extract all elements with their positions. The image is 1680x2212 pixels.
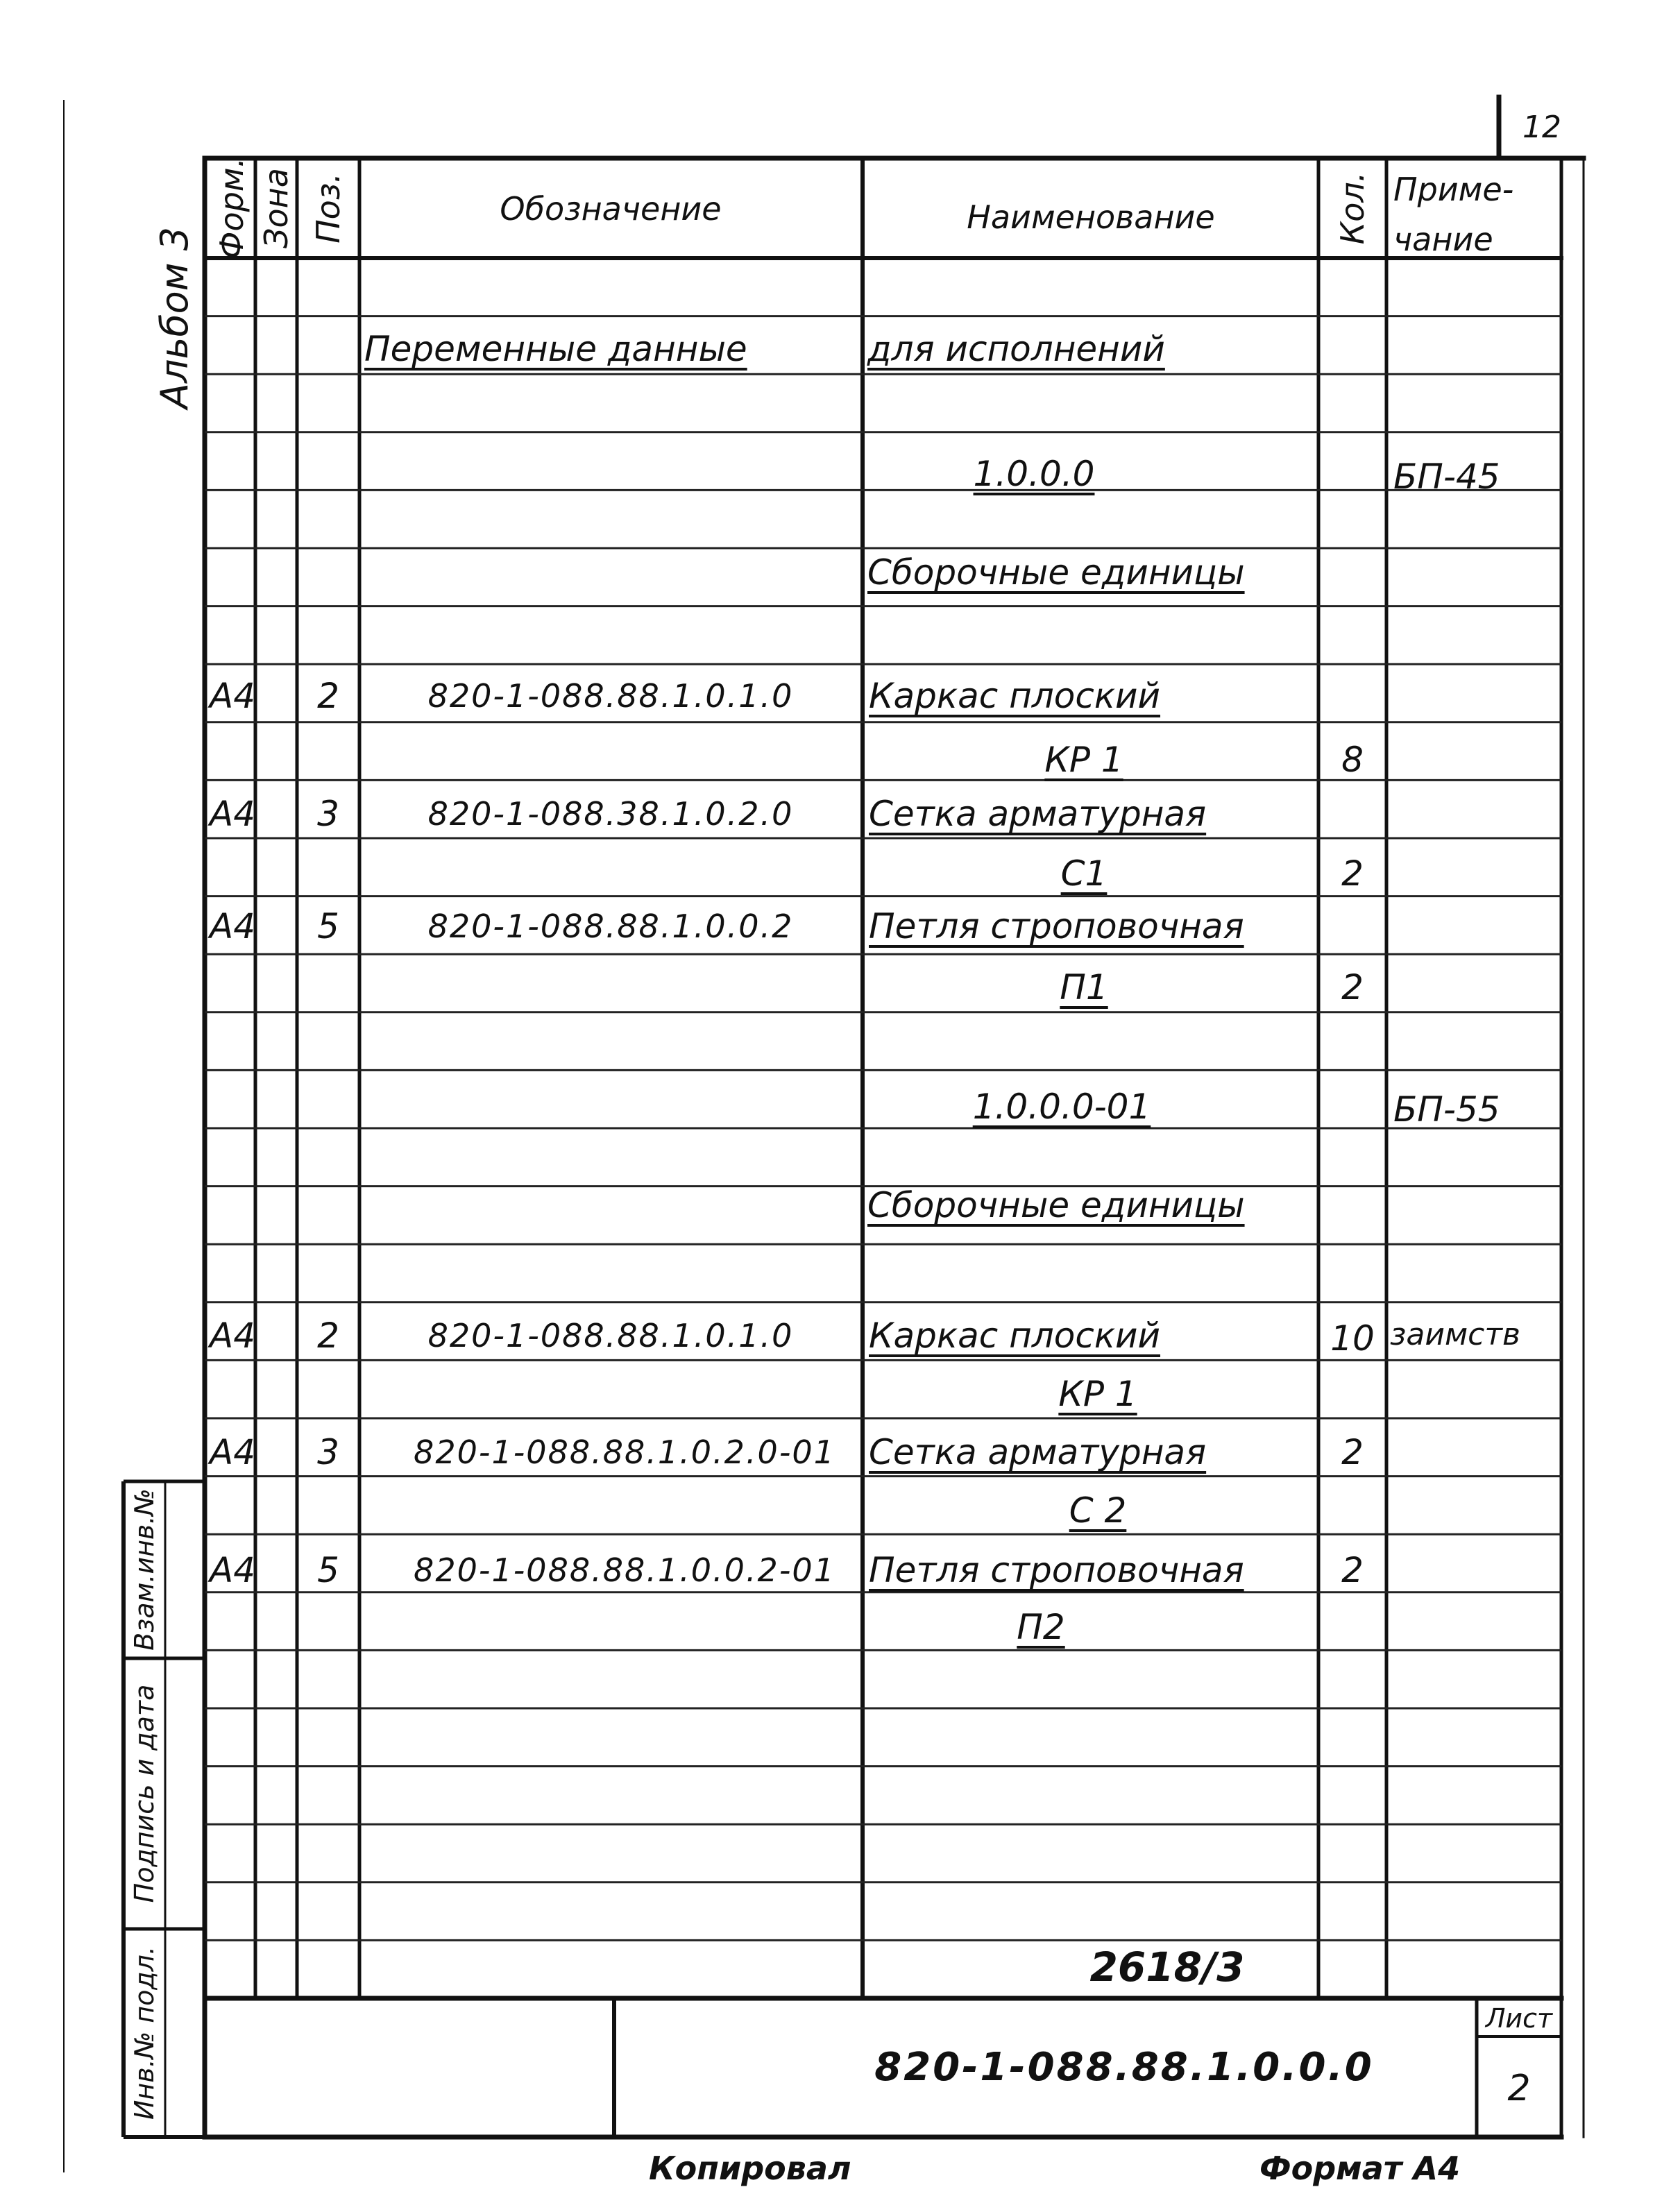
stamp-replacement-inventory: Взам.инв.№	[129, 1488, 160, 1651]
item-mark: С 2	[1069, 1490, 1127, 1531]
stamp-signature-date: Подпись и дата	[129, 1684, 160, 1903]
copied-label: Копировал	[649, 2150, 851, 2187]
item-name: Сетка арматурная	[869, 1432, 1207, 1472]
page-number: 12	[1522, 110, 1561, 145]
item-designation: 820-1-088.88.1.0.1.0	[427, 1317, 794, 1354]
item-form: А4	[210, 1550, 256, 1590]
item-note: заимств	[1390, 1317, 1520, 1352]
section-assembly-units: Сборочные единицы	[867, 1185, 1245, 1225]
variant-note: БП-55	[1393, 1089, 1500, 1130]
item-pos: 2	[317, 1316, 339, 1356]
header-designation: Обозначение	[500, 190, 722, 228]
item-name: Петля строповочная	[869, 1550, 1244, 1590]
item-name: Сетка арматурная	[869, 794, 1207, 834]
item-form: А4	[210, 1316, 256, 1356]
document-code: 820-1-088.88.1.0.0.0	[874, 2045, 1374, 2090]
variant-code: 1.0.0.0	[973, 454, 1095, 494]
item-name: Каркас плоский	[869, 676, 1161, 716]
item-designation: 820-1-088.88.1.0.0.2-01	[414, 1551, 835, 1589]
format-label: Формат А4	[1259, 2150, 1461, 2187]
item-qty: 2	[1341, 1432, 1364, 1472]
section-variable-data-left: Переменные данные	[364, 329, 747, 369]
item-qty: 2	[1341, 853, 1364, 894]
item-designation: 820-1-088.38.1.0.2.0	[427, 795, 794, 833]
item-mark: П1	[1060, 967, 1108, 1007]
header-qty: Кол.	[1334, 171, 1371, 245]
item-pos: 3	[317, 794, 339, 834]
section-assembly-units: Сборочные единицы	[867, 552, 1245, 593]
item-name: Каркас плоский	[869, 1316, 1161, 1356]
header-zone: Зона	[257, 168, 295, 248]
album-label: Альбом 3	[153, 227, 196, 409]
stamp-original-inventory: Инв.№ подл.	[129, 1946, 160, 2120]
item-pos: 3	[317, 1432, 339, 1472]
variant-note: БП-45	[1393, 457, 1500, 497]
header-note-line2: чание	[1393, 221, 1493, 258]
item-pos: 2	[317, 676, 339, 716]
section-variable-data-right: для исполнений	[867, 329, 1165, 369]
item-qty: 10	[1330, 1318, 1375, 1359]
item-form: А4	[210, 794, 256, 834]
item-designation: 820-1-088.88.1.0.1.0	[427, 677, 794, 715]
item-qty: 2	[1341, 1550, 1364, 1590]
item-form: А4	[210, 906, 256, 946]
item-pos: 5	[317, 906, 339, 946]
item-mark: П2	[1017, 1607, 1065, 1647]
inventory-number: 2618/3	[1089, 1943, 1245, 1991]
header-pos: Поз.	[309, 173, 347, 244]
item-pos: 5	[317, 1550, 339, 1590]
header-form: Форм.	[213, 157, 251, 260]
item-mark: КР 1	[1044, 740, 1123, 780]
item-form: А4	[210, 676, 256, 716]
item-qty: 8	[1341, 740, 1364, 780]
item-designation: 820-1-088.88.1.0.0.2	[427, 908, 794, 945]
item-name: Петля строповочная	[869, 906, 1244, 946]
header-note-line1: Приме-	[1393, 171, 1514, 208]
item-designation: 820-1-088.88.1.0.2.0-01	[414, 1433, 835, 1471]
item-mark: КР 1	[1058, 1374, 1137, 1414]
item-mark: С1	[1060, 853, 1108, 894]
item-form: А4	[210, 1432, 256, 1472]
variant-code: 1.0.0.0-01	[972, 1087, 1151, 1127]
sheet-label: Лист	[1485, 2003, 1553, 2034]
item-qty: 2	[1341, 967, 1364, 1007]
header-name: Наименование	[967, 198, 1215, 236]
sheet-number: 2	[1507, 2068, 1531, 2109]
